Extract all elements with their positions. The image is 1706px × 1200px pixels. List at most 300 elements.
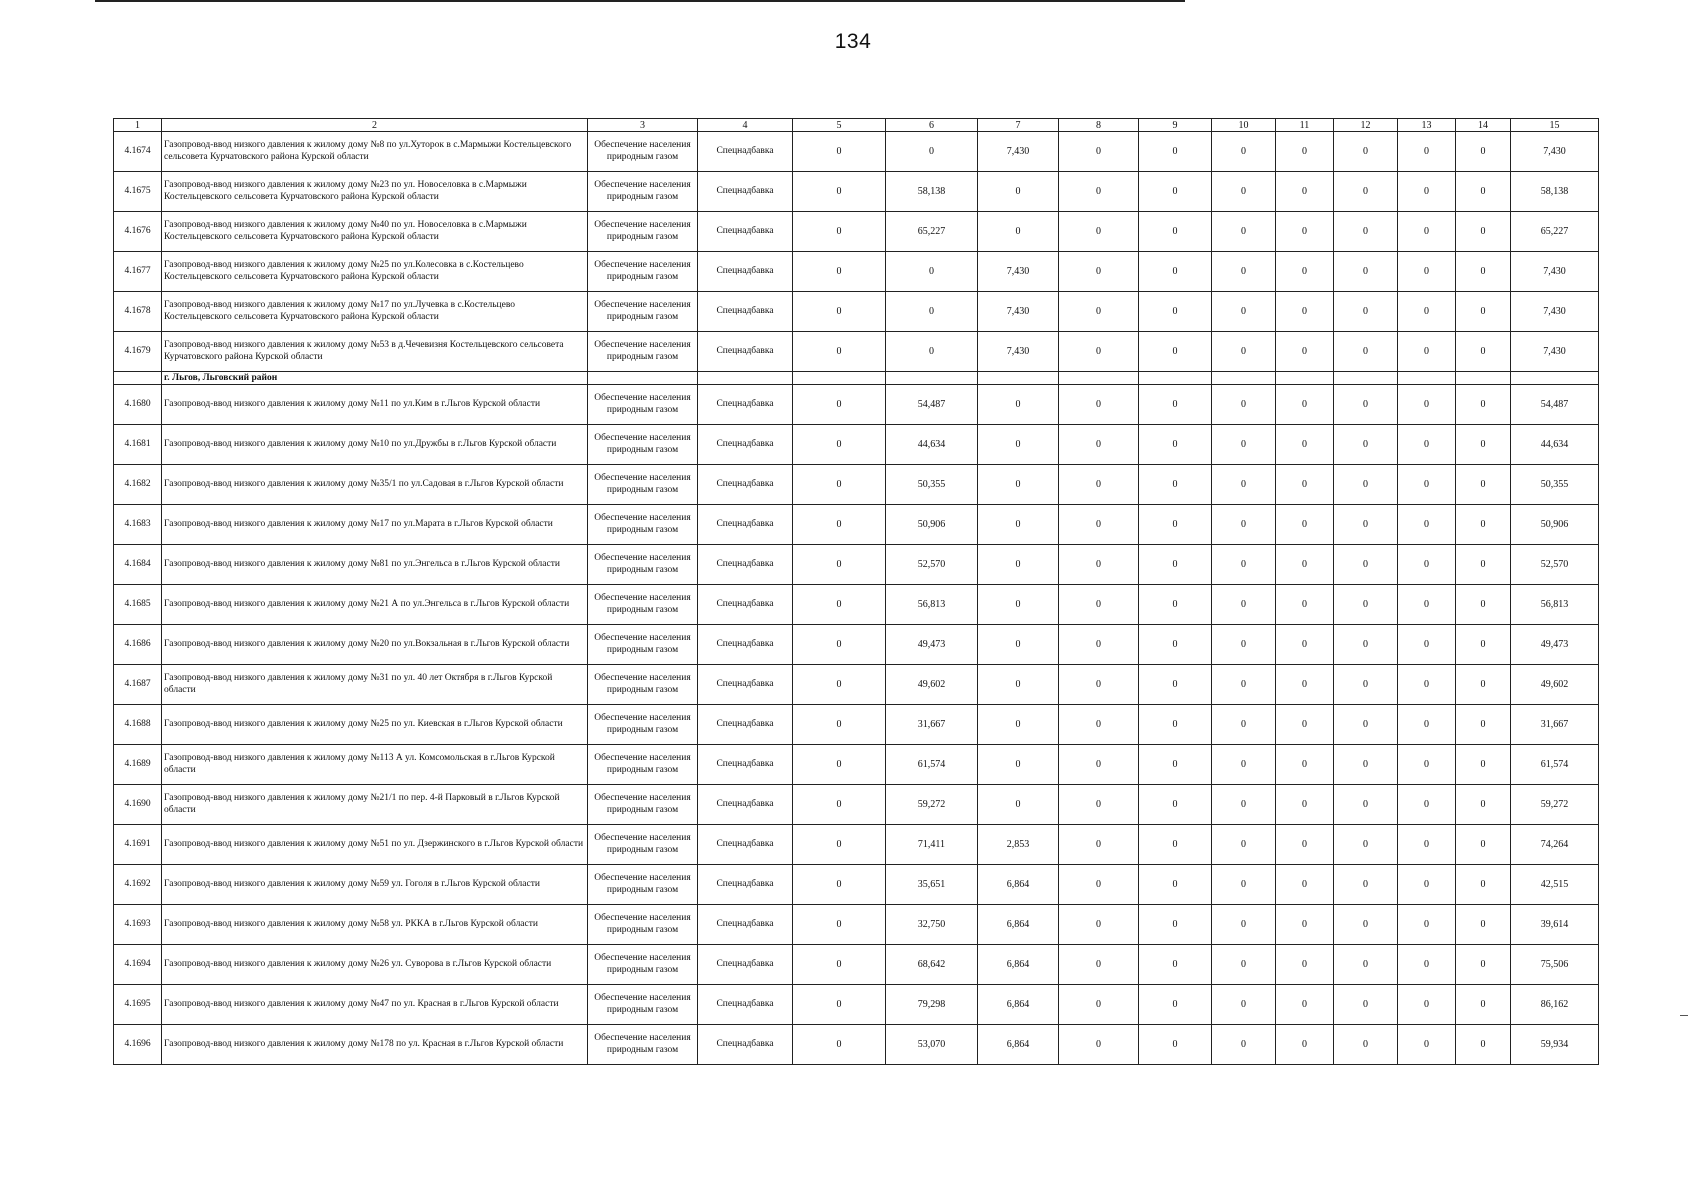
object-description: Газопровод-ввод низкого давления к жилому дому №17 по ул.Лучевка в с.Костельцево Костельцевского сельсовета Курчатовского района Курской области <box>162 292 588 332</box>
row-number: 4.1674 <box>114 132 162 172</box>
value-cell: 0 <box>1456 985 1511 1025</box>
table-row <box>114 545 1599 585</box>
project-purpose: Обеспечение населения природным газом <box>588 545 698 585</box>
value-cell: 44,634 <box>886 425 978 465</box>
row-number: 4.1676 <box>114 212 162 252</box>
value-cell: 0 <box>1456 625 1511 665</box>
value-cell: 0 <box>1334 825 1398 865</box>
value-cell: 7,430 <box>1511 292 1599 332</box>
row-number: 4.1691 <box>114 825 162 865</box>
value-cell: 59,272 <box>1511 785 1599 825</box>
value-cell: 0 <box>793 865 886 905</box>
row-number: 4.1685 <box>114 585 162 625</box>
value-cell: 65,227 <box>1511 212 1599 252</box>
value-cell: 0 <box>1456 905 1511 945</box>
value-cell: 0 <box>978 745 1059 785</box>
value-cell: 0 <box>1212 985 1276 1025</box>
value-cell: 0 <box>1334 625 1398 665</box>
value-cell: 0 <box>1139 212 1212 252</box>
value-cell: 0 <box>793 292 886 332</box>
value-cell: 0 <box>1334 1025 1398 1065</box>
value-cell: 0 <box>793 905 886 945</box>
value-cell: 0 <box>1398 785 1456 825</box>
value-cell: 0 <box>1212 665 1276 705</box>
value-cell: 7,430 <box>1511 132 1599 172</box>
row-number: 4.1696 <box>114 1025 162 1065</box>
row-number: 4.1688 <box>114 705 162 745</box>
value-cell: 6,864 <box>978 865 1059 905</box>
value-cell: 0 <box>1276 905 1334 945</box>
section-empty-cell <box>1398 372 1456 385</box>
value-cell: 0 <box>1212 825 1276 865</box>
section-row-number-cell <box>114 372 162 385</box>
section-row <box>114 372 1599 385</box>
value-cell: 0 <box>1059 332 1139 372</box>
value-cell: 7,430 <box>978 332 1059 372</box>
column-header: 9 <box>1139 119 1212 132</box>
section-empty-cell <box>978 372 1059 385</box>
value-cell: 0 <box>1334 465 1398 505</box>
value-cell: 0 <box>1276 625 1334 665</box>
value-cell: 0 <box>1276 465 1334 505</box>
value-cell: 0 <box>1212 385 1276 425</box>
value-cell: 0 <box>1456 332 1511 372</box>
value-cell: 0 <box>1456 172 1511 212</box>
funding-source: Спецнадбавка <box>698 865 793 905</box>
value-cell: 0 <box>1059 425 1139 465</box>
value-cell: 0 <box>1334 545 1398 585</box>
value-cell: 0 <box>978 505 1059 545</box>
value-cell: 0 <box>1139 785 1212 825</box>
value-cell: 0 <box>793 212 886 252</box>
project-purpose: Обеспечение населения природным газом <box>588 625 698 665</box>
table-header-row <box>114 119 1599 132</box>
value-cell: 7,430 <box>1511 332 1599 372</box>
value-cell: 0 <box>1456 825 1511 865</box>
funding-source: Спецнадбавка <box>698 745 793 785</box>
value-cell: 86,162 <box>1511 985 1599 1025</box>
row-number: 4.1680 <box>114 385 162 425</box>
object-description: Газопровод-ввод низкого давления к жилому дому №40 по ул. Новоселовка в с.Мармыжи Костельцевского сельсовета Курчатовского района Курской области <box>162 212 588 252</box>
value-cell: 0 <box>1334 785 1398 825</box>
section-empty-cell <box>698 372 793 385</box>
column-header: 11 <box>1276 119 1334 132</box>
value-cell: 0 <box>1059 465 1139 505</box>
value-cell: 44,634 <box>1511 425 1599 465</box>
value-cell: 0 <box>1398 825 1456 865</box>
value-cell: 0 <box>1334 905 1398 945</box>
table-row <box>114 132 1599 172</box>
value-cell: 0 <box>793 625 886 665</box>
value-cell: 0 <box>1059 785 1139 825</box>
value-cell: 0 <box>1334 172 1398 212</box>
funding-source: Спецнадбавка <box>698 945 793 985</box>
funding-source: Спецнадбавка <box>698 785 793 825</box>
value-cell: 61,574 <box>886 745 978 785</box>
project-purpose: Обеспечение населения природным газом <box>588 945 698 985</box>
table-row <box>114 985 1599 1025</box>
value-cell: 0 <box>978 625 1059 665</box>
value-cell: 56,813 <box>886 585 978 625</box>
value-cell: 0 <box>1334 332 1398 372</box>
value-cell: 0 <box>1398 545 1456 585</box>
column-header: 3 <box>588 119 698 132</box>
value-cell: 6,864 <box>978 945 1059 985</box>
value-cell: 7,430 <box>978 292 1059 332</box>
value-cell: 0 <box>793 252 886 292</box>
value-cell: 0 <box>1398 465 1456 505</box>
object-description: Газопровод-ввод низкого давления к жилому дому №31 по ул. 40 лет Октября в г.Льгов Курской области <box>162 665 588 705</box>
value-cell: 54,487 <box>886 385 978 425</box>
table-row <box>114 745 1599 785</box>
object-description: Газопровод-ввод низкого давления к жилому дому №58 ул. РККА в г.Льгов Курской области <box>162 905 588 945</box>
table-row <box>114 585 1599 625</box>
top-rule <box>95 0 1185 2</box>
value-cell: 0 <box>1139 505 1212 545</box>
value-cell: 0 <box>1059 825 1139 865</box>
value-cell: 0 <box>1398 505 1456 545</box>
value-cell: 0 <box>1334 585 1398 625</box>
value-cell: 0 <box>1276 385 1334 425</box>
row-number: 4.1678 <box>114 292 162 332</box>
section-empty-cell <box>588 372 698 385</box>
value-cell: 0 <box>1059 1025 1139 1065</box>
value-cell: 0 <box>1334 945 1398 985</box>
funding-source: Спецнадбавка <box>698 985 793 1025</box>
value-cell: 0 <box>1212 865 1276 905</box>
value-cell: 0 <box>1398 172 1456 212</box>
value-cell: 31,667 <box>1511 705 1599 745</box>
value-cell: 0 <box>1398 585 1456 625</box>
margin-mark <box>1680 1015 1688 1016</box>
value-cell: 0 <box>1334 425 1398 465</box>
value-cell: 0 <box>1139 1025 1212 1065</box>
value-cell: 0 <box>1276 745 1334 785</box>
value-cell: 0 <box>1212 132 1276 172</box>
funding-source: Спецнадбавка <box>698 332 793 372</box>
value-cell: 0 <box>1398 132 1456 172</box>
value-cell: 0 <box>1212 425 1276 465</box>
value-cell: 0 <box>1139 172 1212 212</box>
section-empty-cell <box>1276 372 1334 385</box>
value-cell: 50,906 <box>1511 505 1599 545</box>
value-cell: 6,864 <box>978 1025 1059 1065</box>
section-title: г. Льгов, Льговский район <box>162 372 588 385</box>
row-number: 4.1679 <box>114 332 162 372</box>
funding-source: Спецнадбавка <box>698 1025 793 1065</box>
value-cell: 35,651 <box>886 865 978 905</box>
value-cell: 0 <box>1398 745 1456 785</box>
value-cell: 0 <box>1398 945 1456 985</box>
value-cell: 0 <box>1059 945 1139 985</box>
project-purpose: Обеспечение населения природным газом <box>588 1025 698 1065</box>
value-cell: 53,070 <box>886 1025 978 1065</box>
row-number: 4.1695 <box>114 985 162 1025</box>
section-empty-cell <box>1059 372 1139 385</box>
funding-source: Спецнадбавка <box>698 825 793 865</box>
value-cell: 0 <box>1276 825 1334 865</box>
value-cell: 0 <box>1059 745 1139 785</box>
object-description: Газопровод-ввод низкого давления к жилому дому №11 по ул.Ким в г.Льгов Курской области <box>162 385 588 425</box>
value-cell: 0 <box>978 785 1059 825</box>
value-cell: 0 <box>1334 665 1398 705</box>
value-cell: 0 <box>978 705 1059 745</box>
value-cell: 0 <box>978 465 1059 505</box>
section-empty-cell <box>1212 372 1276 385</box>
value-cell: 58,138 <box>886 172 978 212</box>
value-cell: 0 <box>1276 1025 1334 1065</box>
value-cell: 0 <box>1456 252 1511 292</box>
value-cell: 0 <box>1456 945 1511 985</box>
value-cell: 0 <box>1456 545 1511 585</box>
value-cell: 0 <box>978 425 1059 465</box>
value-cell: 0 <box>1139 625 1212 665</box>
project-purpose: Обеспечение населения природным газом <box>588 132 698 172</box>
object-description: Газопровод-ввод низкого давления к жилому дому №23 по ул. Новоселовка в с.Мармыжи Костельцевского сельсовета Курчатовского района Курской области <box>162 172 588 212</box>
table-row <box>114 465 1599 505</box>
object-description: Газопровод-ввод низкого давления к жилому дому №20 по ул.Вокзальная в г.Льгов Курской области <box>162 625 588 665</box>
value-cell: 0 <box>1276 425 1334 465</box>
column-header: 4 <box>698 119 793 132</box>
value-cell: 0 <box>1059 172 1139 212</box>
value-cell: 79,298 <box>886 985 978 1025</box>
value-cell: 0 <box>1212 705 1276 745</box>
column-header: 1 <box>114 119 162 132</box>
project-purpose: Обеспечение населения природным газом <box>588 385 698 425</box>
value-cell: 0 <box>1212 785 1276 825</box>
value-cell: 50,355 <box>1511 465 1599 505</box>
object-description: Газопровод-ввод низкого давления к жилому дому №35/1 по ул.Садовая в г.Льгов Курской области <box>162 465 588 505</box>
section-empty-cell <box>1334 372 1398 385</box>
value-cell: 0 <box>1456 745 1511 785</box>
value-cell: 0 <box>1059 545 1139 585</box>
investment-table-container <box>113 118 1598 1065</box>
value-cell: 0 <box>793 132 886 172</box>
table-row <box>114 1025 1599 1065</box>
value-cell: 0 <box>1276 705 1334 745</box>
object-description: Газопровод-ввод низкого давления к жилому дому №59 ул. Гоголя в г.Льгов Курской области <box>162 865 588 905</box>
table-row <box>114 425 1599 465</box>
object-description: Газопровод-ввод низкого давления к жилому дому №81 по ул.Энгельса в г.Льгов Курской области <box>162 545 588 585</box>
column-header: 2 <box>162 119 588 132</box>
section-empty-cell <box>793 372 886 385</box>
table-row <box>114 505 1599 545</box>
value-cell: 0 <box>978 545 1059 585</box>
row-number: 4.1683 <box>114 505 162 545</box>
row-number: 4.1684 <box>114 545 162 585</box>
project-purpose: Обеспечение населения природным газом <box>588 505 698 545</box>
object-description: Газопровод-ввод низкого давления к жилому дому №53 в д.Чечевизня Костельцевского сельсовета Курчатовского района Курской области <box>162 332 588 372</box>
value-cell: 0 <box>1334 252 1398 292</box>
value-cell: 0 <box>1139 665 1212 705</box>
value-cell: 0 <box>1059 132 1139 172</box>
project-purpose: Обеспечение населения природным газом <box>588 745 698 785</box>
value-cell: 0 <box>1398 332 1456 372</box>
value-cell: 0 <box>1059 212 1139 252</box>
value-cell: 68,642 <box>886 945 978 985</box>
value-cell: 0 <box>1139 132 1212 172</box>
column-header: 7 <box>978 119 1059 132</box>
value-cell: 0 <box>1276 172 1334 212</box>
value-cell: 0 <box>793 785 886 825</box>
project-purpose: Обеспечение населения природным газом <box>588 825 698 865</box>
section-empty-cell <box>886 372 978 385</box>
column-header: 12 <box>1334 119 1398 132</box>
value-cell: 0 <box>1212 745 1276 785</box>
value-cell: 0 <box>1398 665 1456 705</box>
value-cell: 31,667 <box>886 705 978 745</box>
value-cell: 0 <box>1059 585 1139 625</box>
object-description: Газопровод-ввод низкого давления к жилому дому №113 А ул. Комсомольская в г.Льгов Курской области <box>162 745 588 785</box>
value-cell: 0 <box>1212 465 1276 505</box>
object-description: Газопровод-ввод низкого давления к жилому дому №51 по ул. Дзержинского в г.Льгов Курской области <box>162 825 588 865</box>
table-row <box>114 705 1599 745</box>
table-row <box>114 945 1599 985</box>
object-description: Газопровод-ввод низкого давления к жилому дому №26 ул. Суворова в г.Льгов Курской области <box>162 945 588 985</box>
project-purpose: Обеспечение населения природным газом <box>588 252 698 292</box>
value-cell: 0 <box>793 425 886 465</box>
object-description: Газопровод-ввод низкого давления к жилому дому №10 по ул.Дружбы в г.Льгов Курской области <box>162 425 588 465</box>
value-cell: 42,515 <box>1511 865 1599 905</box>
funding-source: Спецнадбавка <box>698 252 793 292</box>
object-description: Газопровод-ввод низкого давления к жилому дому №21/1 по пер. 4-й Парковый в г.Льгов Курской области <box>162 785 588 825</box>
value-cell: 0 <box>978 172 1059 212</box>
value-cell: 0 <box>1276 585 1334 625</box>
object-description: Газопровод-ввод низкого давления к жилому дому №178 по ул. Красная в г.Льгов Курской области <box>162 1025 588 1065</box>
funding-source: Спецнадбавка <box>698 425 793 465</box>
value-cell: 0 <box>1139 292 1212 332</box>
value-cell: 0 <box>1456 1025 1511 1065</box>
value-cell: 59,934 <box>1511 1025 1599 1065</box>
value-cell: 0 <box>1139 825 1212 865</box>
project-purpose: Обеспечение населения природным газом <box>588 985 698 1025</box>
row-number: 4.1682 <box>114 465 162 505</box>
value-cell: 56,813 <box>1511 585 1599 625</box>
value-cell: 0 <box>1059 385 1139 425</box>
value-cell: 0 <box>978 665 1059 705</box>
funding-source: Спецнадбавка <box>698 465 793 505</box>
value-cell: 0 <box>1456 425 1511 465</box>
project-purpose: Обеспечение населения природным газом <box>588 465 698 505</box>
value-cell: 0 <box>1276 545 1334 585</box>
value-cell: 0 <box>1276 865 1334 905</box>
value-cell: 0 <box>1059 865 1139 905</box>
value-cell: 0 <box>1139 545 1212 585</box>
table-row <box>114 865 1599 905</box>
project-purpose: Обеспечение населения природным газом <box>588 425 698 465</box>
value-cell: 0 <box>1059 665 1139 705</box>
funding-source: Спецнадбавка <box>698 132 793 172</box>
project-purpose: Обеспечение населения природным газом <box>588 172 698 212</box>
value-cell: 0 <box>1212 252 1276 292</box>
row-number: 4.1675 <box>114 172 162 212</box>
value-cell: 0 <box>1059 292 1139 332</box>
row-number: 4.1681 <box>114 425 162 465</box>
investment-table <box>113 118 1599 1065</box>
table-row <box>114 825 1599 865</box>
funding-source: Спецнадбавка <box>698 385 793 425</box>
value-cell: 0 <box>793 985 886 1025</box>
object-description: Газопровод-ввод низкого давления к жилому дому №47 по ул. Красная в г.Льгов Курской области <box>162 985 588 1025</box>
value-cell: 0 <box>1212 545 1276 585</box>
column-header: 6 <box>886 119 978 132</box>
row-number: 4.1689 <box>114 745 162 785</box>
value-cell: 0 <box>1398 212 1456 252</box>
value-cell: 0 <box>1276 665 1334 705</box>
object-description: Газопровод-ввод низкого давления к жилому дому №21 А по ул.Энгельса в г.Льгов Курской области <box>162 585 588 625</box>
funding-source: Спецнадбавка <box>698 625 793 665</box>
value-cell: 50,906 <box>886 505 978 545</box>
table-row <box>114 332 1599 372</box>
table-row <box>114 252 1599 292</box>
table-row <box>114 625 1599 665</box>
value-cell: 0 <box>1456 665 1511 705</box>
value-cell: 6,864 <box>978 905 1059 945</box>
table-row <box>114 905 1599 945</box>
column-header: 8 <box>1059 119 1139 132</box>
value-cell: 0 <box>1212 505 1276 545</box>
value-cell: 0 <box>1139 985 1212 1025</box>
value-cell: 0 <box>1139 585 1212 625</box>
value-cell: 0 <box>1139 252 1212 292</box>
value-cell: 0 <box>1456 705 1511 745</box>
value-cell: 0 <box>1276 785 1334 825</box>
value-cell: 0 <box>1334 865 1398 905</box>
value-cell: 49,473 <box>1511 625 1599 665</box>
value-cell: 0 <box>793 465 886 505</box>
value-cell: 2,853 <box>978 825 1059 865</box>
value-cell: 0 <box>1059 625 1139 665</box>
table-row <box>114 385 1599 425</box>
value-cell: 0 <box>1139 745 1212 785</box>
value-cell: 0 <box>1398 1025 1456 1065</box>
table-row <box>114 292 1599 332</box>
value-cell: 0 <box>1059 905 1139 945</box>
object-description: Газопровод-ввод низкого давления к жилому дому №25 по ул. Киевская в г.Льгов Курской области <box>162 705 588 745</box>
funding-source: Спецнадбавка <box>698 505 793 545</box>
value-cell: 0 <box>1334 385 1398 425</box>
row-number: 4.1686 <box>114 625 162 665</box>
value-cell: 0 <box>1456 385 1511 425</box>
value-cell: 0 <box>1334 705 1398 745</box>
value-cell: 0 <box>793 505 886 545</box>
value-cell: 0 <box>886 252 978 292</box>
project-purpose: Обеспечение населения природным газом <box>588 865 698 905</box>
value-cell: 0 <box>1059 705 1139 745</box>
table-row <box>114 785 1599 825</box>
project-purpose: Обеспечение населения природным газом <box>588 665 698 705</box>
value-cell: 0 <box>1334 132 1398 172</box>
value-cell: 0 <box>1276 505 1334 545</box>
value-cell: 0 <box>793 332 886 372</box>
value-cell: 0 <box>1398 292 1456 332</box>
column-header: 13 <box>1398 119 1456 132</box>
value-cell: 0 <box>1212 332 1276 372</box>
value-cell: 54,487 <box>1511 385 1599 425</box>
table-body <box>114 119 1599 1065</box>
value-cell: 49,602 <box>886 665 978 705</box>
value-cell: 0 <box>1212 905 1276 945</box>
object-description: Газопровод-ввод низкого давления к жилому дому №8 по ул.Хуторок в с.Мармыжи Костельцевского сельсовета Курчатовского района Курской области <box>162 132 588 172</box>
table-row <box>114 212 1599 252</box>
value-cell: 50,355 <box>886 465 978 505</box>
value-cell: 0 <box>978 585 1059 625</box>
value-cell: 0 <box>1334 505 1398 545</box>
section-empty-cell <box>1456 372 1511 385</box>
page-number: 134 <box>834 30 872 53</box>
project-purpose: Обеспечение населения природным газом <box>588 705 698 745</box>
value-cell: 0 <box>1456 465 1511 505</box>
